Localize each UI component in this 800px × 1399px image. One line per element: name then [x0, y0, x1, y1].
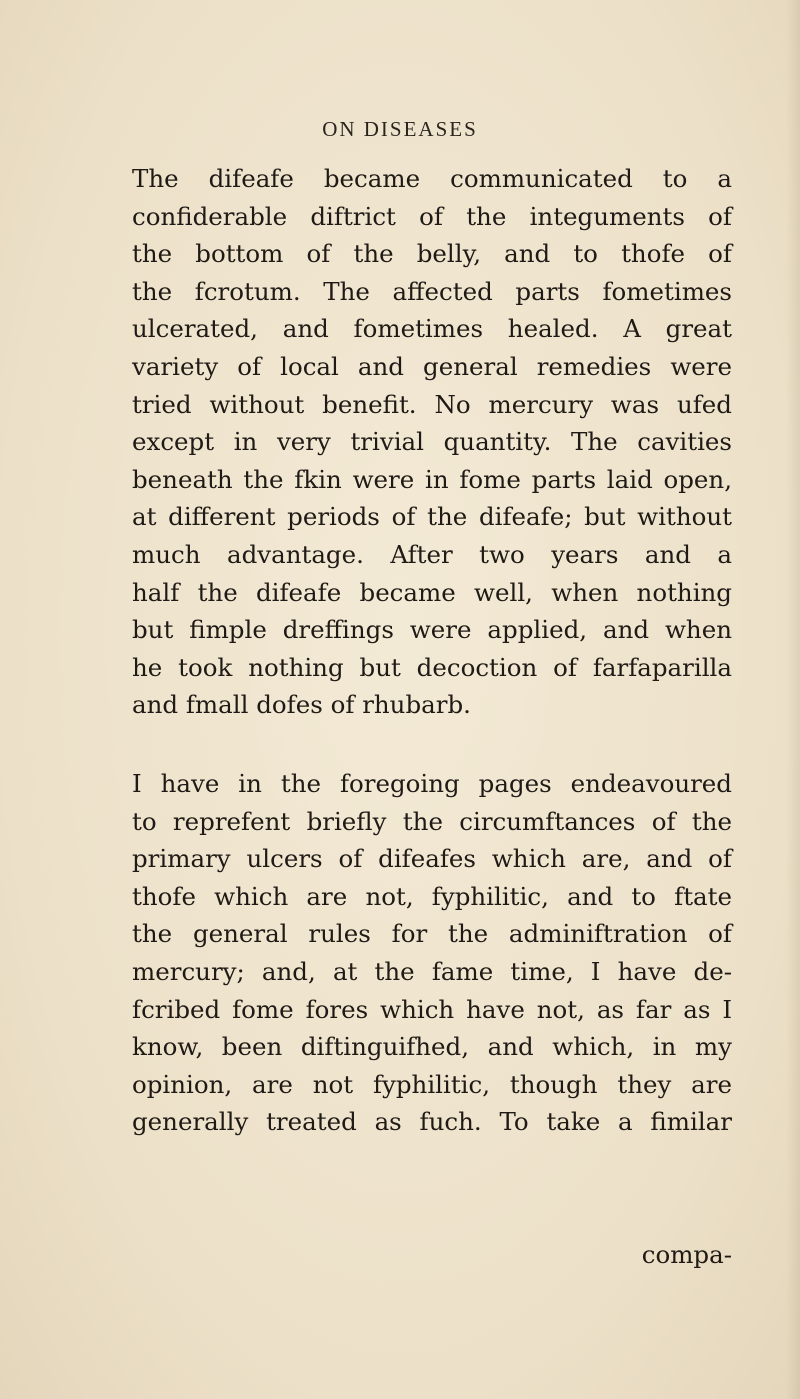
- text-line: the general rules for the adminiftration of: [132, 919, 732, 949]
- text-line: he took nothing but decoction of farfaparilla: [132, 652, 732, 682]
- text-line: know, been diftinguifhed, and which, in my: [132, 1032, 732, 1062]
- text-line: half the difeafe became well, when nothing: [132, 577, 732, 607]
- text-line: The difeafe became communicated to a: [132, 164, 732, 193]
- text-line: thofe which are not, fyphilitic, and to ftate: [132, 881, 732, 911]
- text-line: opinion, are not fyphilitic, though they are: [132, 1069, 732, 1099]
- page-edge-shadow: [786, 0, 800, 1399]
- text-line: mercury; and, at the fame time, I have de-: [132, 956, 732, 986]
- text-line: tried without benefit. No mercury was ufed: [132, 389, 732, 419]
- text-line: primary ulcers of difeafes which are, and of: [132, 844, 732, 874]
- text-line: except in very trivial quantity. The cavities: [132, 427, 732, 457]
- paragraph-2: [132, 765, 732, 1141]
- running-head: ON DISEASES: [322, 117, 478, 141]
- text-line: much advantage. After two years and a: [132, 539, 732, 569]
- text-line: fcribed fome fores which have not, as far as I: [132, 994, 732, 1024]
- catchword: compa-: [641, 1240, 732, 1269]
- text-line: variety of local and general remedies were: [132, 351, 732, 381]
- paragraph-1: [132, 160, 732, 724]
- text-line: the bottom of the belly, and to thofe of: [132, 239, 732, 269]
- text-line: to reprefent briefly the circumftances of the: [132, 806, 732, 836]
- text-line: beneath the fkin were in fome parts laid open,: [132, 464, 732, 494]
- text-line: generally treated as fuch. To take a fimilar: [132, 1107, 732, 1137]
- text-line: at different periods of the difeafe; but without: [132, 502, 732, 532]
- text-line: confiderable diftrict of the integuments of: [132, 201, 732, 231]
- text-line: and fmall dofes of rhubarb.: [132, 690, 471, 720]
- text-line: I have in the foregoing pages endeavoured: [132, 769, 732, 798]
- text-line: but fimple dreffings were applied, and when: [132, 615, 732, 645]
- text-line: ulcerated, and fometimes healed. A great: [132, 314, 732, 344]
- text-line: the fcrotum. The affected parts fometimes: [132, 276, 732, 306]
